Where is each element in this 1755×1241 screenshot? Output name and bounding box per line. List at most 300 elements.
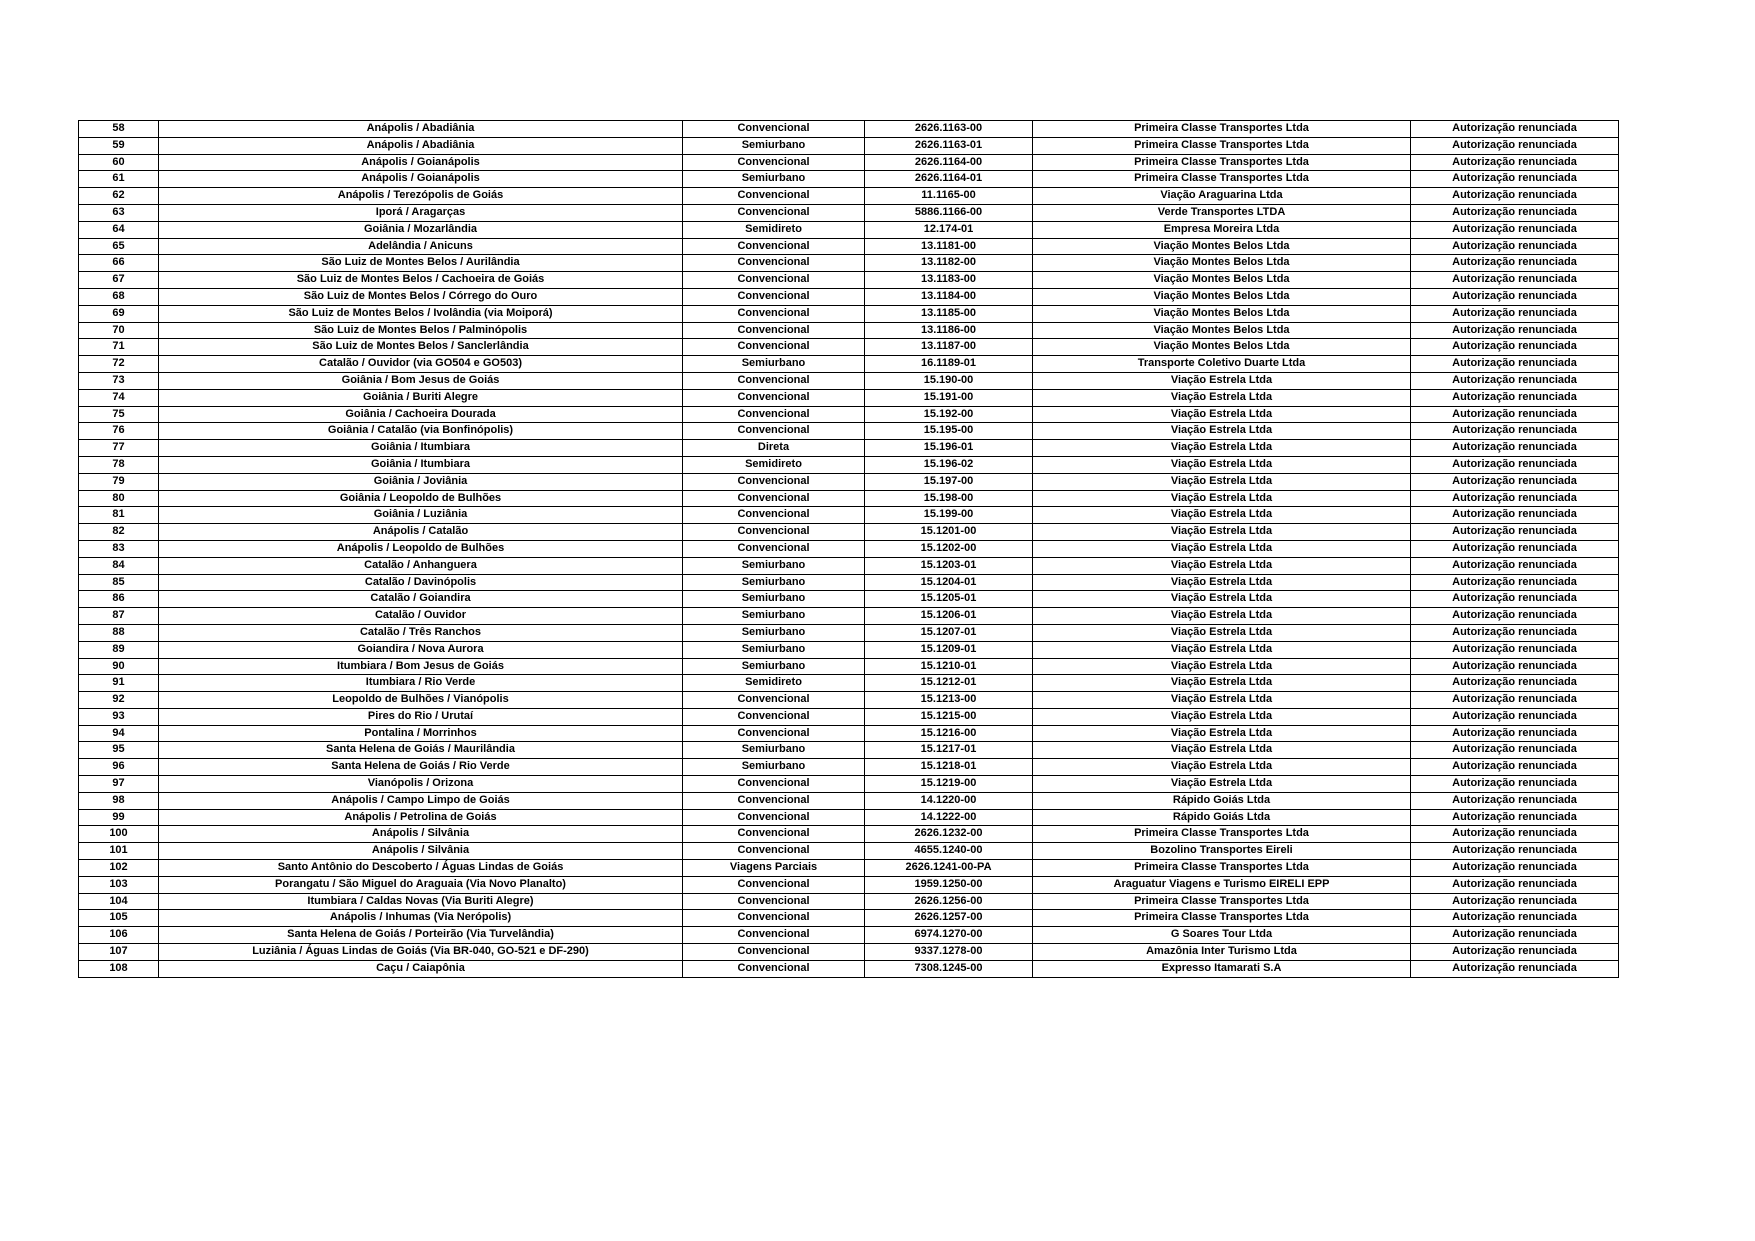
row-number-cell: 76 (79, 423, 159, 440)
row-number-cell: 69 (79, 305, 159, 322)
service-type-cell: Convencional (683, 692, 865, 709)
service-type-cell: Semiurbano (683, 608, 865, 625)
service-type-cell: Convencional (683, 927, 865, 944)
route-cell: Anápolis / Goianápolis (159, 154, 683, 171)
route-cell: Anápolis / Goianápolis (159, 171, 683, 188)
status-cell: Autorização renunciada (1411, 927, 1619, 944)
row-number-cell: 82 (79, 524, 159, 541)
table-row (79, 507, 1619, 524)
service-type-cell: Convencional (683, 524, 865, 541)
service-type-cell: Convencional (683, 406, 865, 423)
table-row (79, 574, 1619, 591)
table-row (79, 255, 1619, 272)
route-cell: Vianópolis / Orizona (159, 776, 683, 793)
code-cell: 2626.1241-00-PA (865, 860, 1033, 877)
company-cell: Viação Estrela Ltda (1033, 759, 1411, 776)
status-cell: Autorização renunciada (1411, 121, 1619, 138)
company-cell: Expresso Itamarati S.A (1033, 960, 1411, 977)
code-cell: 15.1205-01 (865, 591, 1033, 608)
status-cell: Autorização renunciada (1411, 725, 1619, 742)
status-cell: Autorização renunciada (1411, 960, 1619, 977)
row-number-cell: 95 (79, 742, 159, 759)
service-type-cell: Convencional (683, 238, 865, 255)
table-row (79, 490, 1619, 507)
company-cell: Viação Montes Belos Ltda (1033, 322, 1411, 339)
code-cell: 15.1202-00 (865, 540, 1033, 557)
row-number-cell: 64 (79, 221, 159, 238)
service-type-cell: Semiurbano (683, 557, 865, 574)
code-cell: 15.190-00 (865, 372, 1033, 389)
company-cell: Viação Estrela Ltda (1033, 624, 1411, 641)
code-cell: 13.1187-00 (865, 339, 1033, 356)
row-number-cell: 93 (79, 708, 159, 725)
route-cell: Anápolis / Inhumas (Via Nerópolis) (159, 910, 683, 927)
row-number-cell: 75 (79, 406, 159, 423)
row-number-cell: 62 (79, 188, 159, 205)
company-cell: Amazônia Inter Turismo Ltda (1033, 944, 1411, 961)
company-cell: Viação Estrela Ltda (1033, 524, 1411, 541)
code-cell: 15.199-00 (865, 507, 1033, 524)
authorization-table (78, 120, 1619, 978)
code-cell: 15.1206-01 (865, 608, 1033, 625)
status-cell: Autorização renunciada (1411, 507, 1619, 524)
table-row (79, 557, 1619, 574)
service-type-cell: Convencional (683, 876, 865, 893)
service-type-cell: Convencional (683, 708, 865, 725)
company-cell: G Soares Tour Ltda (1033, 927, 1411, 944)
company-cell: Viação Estrela Ltda (1033, 608, 1411, 625)
status-cell: Autorização renunciada (1411, 708, 1619, 725)
row-number-cell: 106 (79, 927, 159, 944)
code-cell: 13.1186-00 (865, 322, 1033, 339)
status-cell: Autorização renunciada (1411, 759, 1619, 776)
row-number-cell: 66 (79, 255, 159, 272)
table-row (79, 188, 1619, 205)
company-cell: Viação Estrela Ltda (1033, 591, 1411, 608)
service-type-cell: Convencional (683, 792, 865, 809)
route-cell: Luziânia / Águas Lindas de Goiás (Via BR-040, GO-521 e DF-290) (159, 944, 683, 961)
row-number-cell: 80 (79, 490, 159, 507)
row-number-cell: 72 (79, 356, 159, 373)
status-cell: Autorização renunciada (1411, 456, 1619, 473)
route-cell: São Luiz de Montes Belos / Ivolândia (via Moiporá) (159, 305, 683, 322)
table-row (79, 675, 1619, 692)
table-row (79, 826, 1619, 843)
status-cell: Autorização renunciada (1411, 557, 1619, 574)
service-type-cell: Convencional (683, 255, 865, 272)
status-cell: Autorização renunciada (1411, 591, 1619, 608)
service-type-cell: Convencional (683, 725, 865, 742)
row-number-cell: 96 (79, 759, 159, 776)
table-row (79, 540, 1619, 557)
code-cell: 15.192-00 (865, 406, 1033, 423)
company-cell: Viação Estrela Ltda (1033, 675, 1411, 692)
company-cell: Rápido Goiás Ltda (1033, 809, 1411, 826)
service-type-cell: Convencional (683, 372, 865, 389)
status-cell: Autorização renunciada (1411, 608, 1619, 625)
route-cell: Goiânia / Leopoldo de Bulhões (159, 490, 683, 507)
status-cell: Autorização renunciada (1411, 356, 1619, 373)
company-cell: Viação Estrela Ltda (1033, 507, 1411, 524)
company-cell: Araguatur Viagens e Turismo EIRELI EPP (1033, 876, 1411, 893)
route-cell: Goiânia / Buriti Alegre (159, 389, 683, 406)
status-cell: Autorização renunciada (1411, 288, 1619, 305)
status-cell: Autorização renunciada (1411, 524, 1619, 541)
route-cell: Catalão / Ouvidor (via GO504 e GO503) (159, 356, 683, 373)
table-row (79, 809, 1619, 826)
code-cell: 15.196-02 (865, 456, 1033, 473)
row-number-cell: 58 (79, 121, 159, 138)
code-cell: 13.1182-00 (865, 255, 1033, 272)
table-row (79, 910, 1619, 927)
table-row (79, 154, 1619, 171)
code-cell: 15.191-00 (865, 389, 1033, 406)
code-cell: 14.1222-00 (865, 809, 1033, 826)
status-cell: Autorização renunciada (1411, 944, 1619, 961)
code-cell: 1959.1250-00 (865, 876, 1033, 893)
table-row (79, 893, 1619, 910)
row-number-cell: 60 (79, 154, 159, 171)
company-cell: Viação Araguarina Ltda (1033, 188, 1411, 205)
table-row (79, 423, 1619, 440)
route-cell: Leopoldo de Bulhões / Vianópolis (159, 692, 683, 709)
table-row (79, 624, 1619, 641)
code-cell: 2626.1257-00 (865, 910, 1033, 927)
table-row (79, 524, 1619, 541)
route-cell: Itumbiara / Rio Verde (159, 675, 683, 692)
code-cell: 2626.1164-01 (865, 171, 1033, 188)
row-number-cell: 107 (79, 944, 159, 961)
code-cell: 2626.1256-00 (865, 893, 1033, 910)
code-cell: 15.1212-01 (865, 675, 1033, 692)
route-cell: Anápolis / Campo Limpo de Goiás (159, 792, 683, 809)
row-number-cell: 92 (79, 692, 159, 709)
status-cell: Autorização renunciada (1411, 238, 1619, 255)
service-type-cell: Semiurbano (683, 356, 865, 373)
route-cell: Goiânia / Catalão (via Bonfinópolis) (159, 423, 683, 440)
code-cell: 5886.1166-00 (865, 204, 1033, 221)
status-cell: Autorização renunciada (1411, 221, 1619, 238)
service-type-cell: Convencional (683, 121, 865, 138)
service-type-cell: Semiurbano (683, 641, 865, 658)
company-cell: Viação Estrela Ltda (1033, 692, 1411, 709)
row-number-cell: 87 (79, 608, 159, 625)
route-cell: Santa Helena de Goiás / Rio Verde (159, 759, 683, 776)
row-number-cell: 88 (79, 624, 159, 641)
status-cell: Autorização renunciada (1411, 876, 1619, 893)
service-type-cell: Semiurbano (683, 574, 865, 591)
service-type-cell: Convencional (683, 826, 865, 843)
service-type-cell: Direta (683, 440, 865, 457)
service-type-cell: Semiurbano (683, 137, 865, 154)
company-cell: Viação Estrela Ltda (1033, 473, 1411, 490)
code-cell: 15.1204-01 (865, 574, 1033, 591)
status-cell: Autorização renunciada (1411, 188, 1619, 205)
status-cell: Autorização renunciada (1411, 809, 1619, 826)
route-cell: Catalão / Davinópolis (159, 574, 683, 591)
company-cell: Viação Estrela Ltda (1033, 456, 1411, 473)
route-cell: São Luiz de Montes Belos / Sanclerlândia (159, 339, 683, 356)
table-row (79, 305, 1619, 322)
service-type-cell: Semidireto (683, 675, 865, 692)
code-cell: 14.1220-00 (865, 792, 1033, 809)
company-cell: Primeira Classe Transportes Ltda (1033, 171, 1411, 188)
service-type-cell: Semiurbano (683, 591, 865, 608)
service-type-cell: Semiurbano (683, 742, 865, 759)
company-cell: Viação Estrela Ltda (1033, 389, 1411, 406)
service-type-cell: Viagens Parciais (683, 860, 865, 877)
route-cell: Santa Helena de Goiás / Maurilândia (159, 742, 683, 759)
row-number-cell: 90 (79, 658, 159, 675)
table-row (79, 406, 1619, 423)
row-number-cell: 68 (79, 288, 159, 305)
row-number-cell: 59 (79, 137, 159, 154)
service-type-cell: Convencional (683, 272, 865, 289)
code-cell: 13.1184-00 (865, 288, 1033, 305)
service-type-cell: Convencional (683, 288, 865, 305)
service-type-cell: Convencional (683, 154, 865, 171)
status-cell: Autorização renunciada (1411, 641, 1619, 658)
route-cell: Goiânia / Mozarlândia (159, 221, 683, 238)
service-type-cell: Convencional (683, 507, 865, 524)
service-type-cell: Convencional (683, 809, 865, 826)
row-number-cell: 77 (79, 440, 159, 457)
table-row (79, 238, 1619, 255)
route-cell: São Luiz de Montes Belos / Palminópolis (159, 322, 683, 339)
service-type-cell: Convencional (683, 910, 865, 927)
table-row (79, 272, 1619, 289)
status-cell: Autorização renunciada (1411, 423, 1619, 440)
table-row (79, 876, 1619, 893)
row-number-cell: 103 (79, 876, 159, 893)
status-cell: Autorização renunciada (1411, 692, 1619, 709)
service-type-cell: Convencional (683, 322, 865, 339)
status-cell: Autorização renunciada (1411, 776, 1619, 793)
route-cell: Anápolis / Catalão (159, 524, 683, 541)
status-cell: Autorização renunciada (1411, 624, 1619, 641)
status-cell: Autorização renunciada (1411, 540, 1619, 557)
table-row (79, 792, 1619, 809)
service-type-cell: Convencional (683, 893, 865, 910)
row-number-cell: 104 (79, 893, 159, 910)
code-cell: 15.1218-01 (865, 759, 1033, 776)
company-cell: Empresa Moreira Ltda (1033, 221, 1411, 238)
company-cell: Viação Montes Belos Ltda (1033, 339, 1411, 356)
table-row (79, 137, 1619, 154)
table-row (79, 372, 1619, 389)
row-number-cell: 74 (79, 389, 159, 406)
row-number-cell: 61 (79, 171, 159, 188)
code-cell: 15.1203-01 (865, 557, 1033, 574)
table-row (79, 641, 1619, 658)
table-row (79, 860, 1619, 877)
company-cell: Viação Montes Belos Ltda (1033, 272, 1411, 289)
code-cell: 2626.1163-00 (865, 121, 1033, 138)
service-type-cell: Convencional (683, 540, 865, 557)
code-cell: 15.1215-00 (865, 708, 1033, 725)
row-number-cell: 98 (79, 792, 159, 809)
table-row (79, 339, 1619, 356)
route-cell: Goiânia / Bom Jesus de Goiás (159, 372, 683, 389)
company-cell: Viação Estrela Ltda (1033, 490, 1411, 507)
status-cell: Autorização renunciada (1411, 574, 1619, 591)
route-cell: Catalão / Goiandira (159, 591, 683, 608)
company-cell: Viação Estrela Ltda (1033, 574, 1411, 591)
status-cell: Autorização renunciada (1411, 322, 1619, 339)
route-cell: Santo Antônio do Descoberto / Águas Lindas de Goiás (159, 860, 683, 877)
status-cell: Autorização renunciada (1411, 305, 1619, 322)
status-cell: Autorização renunciada (1411, 473, 1619, 490)
company-cell: Primeira Classe Transportes Ltda (1033, 121, 1411, 138)
company-cell: Viação Montes Belos Ltda (1033, 305, 1411, 322)
route-cell: São Luiz de Montes Belos / Cachoeira de Goiás (159, 272, 683, 289)
row-number-cell: 101 (79, 843, 159, 860)
row-number-cell: 67 (79, 272, 159, 289)
route-cell: Itumbiara / Bom Jesus de Goiás (159, 658, 683, 675)
table-row (79, 776, 1619, 793)
route-cell: Adelândia / Anicuns (159, 238, 683, 255)
service-type-cell: Convencional (683, 188, 865, 205)
company-cell: Viação Estrela Ltda (1033, 776, 1411, 793)
table-row (79, 692, 1619, 709)
table-row (79, 725, 1619, 742)
company-cell: Viação Estrela Ltda (1033, 440, 1411, 457)
code-cell: 11.1165-00 (865, 188, 1033, 205)
row-number-cell: 71 (79, 339, 159, 356)
route-cell: Anápolis / Leopoldo de Bulhões (159, 540, 683, 557)
company-cell: Viação Montes Belos Ltda (1033, 238, 1411, 255)
service-type-cell: Convencional (683, 204, 865, 221)
code-cell: 12.174-01 (865, 221, 1033, 238)
company-cell: Primeira Classe Transportes Ltda (1033, 860, 1411, 877)
route-cell: Caçu / Caiapônia (159, 960, 683, 977)
service-type-cell: Semiurbano (683, 171, 865, 188)
row-number-cell: 63 (79, 204, 159, 221)
table-row (79, 121, 1619, 138)
row-number-cell: 108 (79, 960, 159, 977)
company-cell: Primeira Classe Transportes Ltda (1033, 893, 1411, 910)
row-number-cell: 78 (79, 456, 159, 473)
route-cell: Iporá / Aragarças (159, 204, 683, 221)
service-type-cell: Convencional (683, 423, 865, 440)
status-cell: Autorização renunciada (1411, 255, 1619, 272)
route-cell: Goiandira / Nova Aurora (159, 641, 683, 658)
code-cell: 15.1209-01 (865, 641, 1033, 658)
table-row (79, 389, 1619, 406)
status-cell: Autorização renunciada (1411, 826, 1619, 843)
table-row (79, 759, 1619, 776)
table-row (79, 658, 1619, 675)
route-cell: São Luiz de Montes Belos / Córrego do Ouro (159, 288, 683, 305)
company-cell: Rápido Goiás Ltda (1033, 792, 1411, 809)
route-cell: Goiânia / Joviânia (159, 473, 683, 490)
table-row (79, 742, 1619, 759)
service-type-cell: Semiurbano (683, 624, 865, 641)
service-type-cell: Convencional (683, 339, 865, 356)
status-cell: Autorização renunciada (1411, 339, 1619, 356)
service-type-cell: Convencional (683, 473, 865, 490)
status-cell: Autorização renunciada (1411, 675, 1619, 692)
company-cell: Viação Estrela Ltda (1033, 540, 1411, 557)
company-cell: Viação Estrela Ltda (1033, 423, 1411, 440)
status-cell: Autorização renunciada (1411, 154, 1619, 171)
company-cell: Viação Estrela Ltda (1033, 658, 1411, 675)
row-number-cell: 79 (79, 473, 159, 490)
service-type-cell: Semiurbano (683, 658, 865, 675)
service-type-cell: Convencional (683, 944, 865, 961)
code-cell: 2626.1164-00 (865, 154, 1033, 171)
route-cell: Porangatu / São Miguel do Araguaia (Via Novo Planalto) (159, 876, 683, 893)
row-number-cell: 70 (79, 322, 159, 339)
row-number-cell: 105 (79, 910, 159, 927)
table-row (79, 440, 1619, 457)
status-cell: Autorização renunciada (1411, 389, 1619, 406)
company-cell: Transporte Coletivo Duarte Ltda (1033, 356, 1411, 373)
route-cell: Anápolis / Abadiânia (159, 137, 683, 154)
company-cell: Verde Transportes LTDA (1033, 204, 1411, 221)
status-cell: Autorização renunciada (1411, 860, 1619, 877)
company-cell: Viação Estrela Ltda (1033, 372, 1411, 389)
status-cell: Autorização renunciada (1411, 658, 1619, 675)
table-row (79, 591, 1619, 608)
row-number-cell: 65 (79, 238, 159, 255)
route-cell: Pontalina / Morrinhos (159, 725, 683, 742)
service-type-cell: Semidireto (683, 221, 865, 238)
table-row (79, 356, 1619, 373)
service-type-cell: Semiurbano (683, 759, 865, 776)
company-cell: Bozolino Transportes Eireli (1033, 843, 1411, 860)
code-cell: 15.1207-01 (865, 624, 1033, 641)
code-cell: 15.1217-01 (865, 742, 1033, 759)
route-cell: Catalão / Anhanguera (159, 557, 683, 574)
route-cell: Pires do Rio / Urutaí (159, 708, 683, 725)
company-cell: Primeira Classe Transportes Ltda (1033, 826, 1411, 843)
code-cell: 2626.1163-01 (865, 137, 1033, 154)
code-cell: 13.1181-00 (865, 238, 1033, 255)
table-row (79, 960, 1619, 977)
row-number-cell: 91 (79, 675, 159, 692)
company-cell: Viação Estrela Ltda (1033, 708, 1411, 725)
service-type-cell: Convencional (683, 389, 865, 406)
company-cell: Viação Estrela Ltda (1033, 641, 1411, 658)
code-cell: 15.195-00 (865, 423, 1033, 440)
status-cell: Autorização renunciada (1411, 137, 1619, 154)
table-row (79, 944, 1619, 961)
table-row (79, 288, 1619, 305)
route-cell: Anápolis / Terezópolis de Goiás (159, 188, 683, 205)
service-type-cell: Convencional (683, 305, 865, 322)
route-cell: Goiânia / Luziânia (159, 507, 683, 524)
row-number-cell: 94 (79, 725, 159, 742)
company-cell: Viação Estrela Ltda (1033, 742, 1411, 759)
status-cell: Autorização renunciada (1411, 272, 1619, 289)
company-cell: Viação Estrela Ltda (1033, 557, 1411, 574)
row-number-cell: 86 (79, 591, 159, 608)
table-row (79, 171, 1619, 188)
route-cell: Anápolis / Abadiânia (159, 121, 683, 138)
row-number-cell: 100 (79, 826, 159, 843)
route-cell: Catalão / Ouvidor (159, 608, 683, 625)
route-cell: Goiânia / Itumbiara (159, 440, 683, 457)
code-cell: 4655.1240-00 (865, 843, 1033, 860)
company-cell: Viação Estrela Ltda (1033, 725, 1411, 742)
status-cell: Autorização renunciada (1411, 372, 1619, 389)
code-cell: 9337.1278-00 (865, 944, 1033, 961)
row-number-cell: 97 (79, 776, 159, 793)
service-type-cell: Convencional (683, 776, 865, 793)
route-cell: Anápolis / Silvânia (159, 826, 683, 843)
row-number-cell: 102 (79, 860, 159, 877)
